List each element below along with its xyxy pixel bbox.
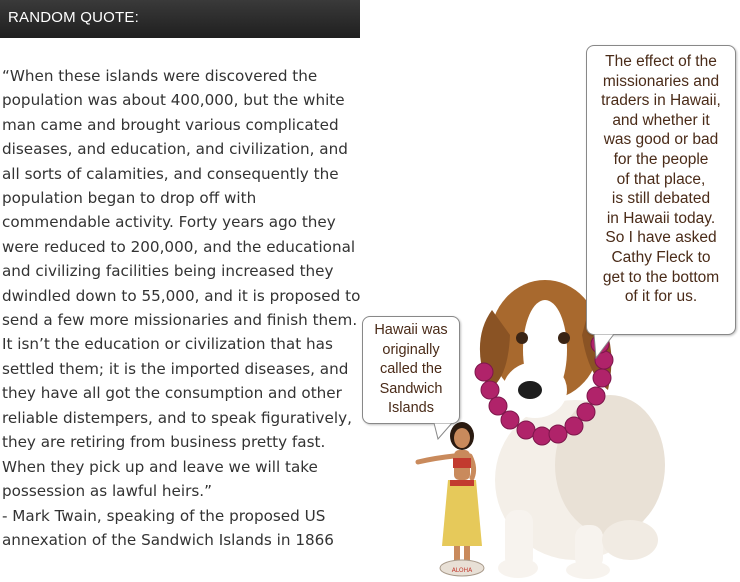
bubble-line: traders in Hawaii, bbox=[601, 92, 721, 110]
bubble-line: Hawaii was bbox=[374, 322, 448, 338]
base-label: ALOHA bbox=[451, 567, 473, 574]
bubble-line: was good or bad bbox=[603, 131, 719, 149]
bubble-line: get to the bottom bbox=[602, 268, 720, 286]
hula-figurine-image bbox=[410, 418, 500, 582]
bubble-line: missionaries and bbox=[602, 72, 720, 90]
bubble-line: and whether it bbox=[612, 111, 710, 129]
hula-bubble-tail bbox=[432, 422, 456, 440]
header-title: RANDOM QUOTE: bbox=[8, 9, 139, 26]
quote-attribution: - Mark Twain, speaking of the proposed US annexation of the Sandwich Islands in 1866 bbox=[2, 507, 334, 550]
dog-speech-bubble bbox=[586, 45, 736, 335]
bubble-line: for the people bbox=[613, 150, 709, 168]
bubble-line: of it for us. bbox=[624, 288, 698, 306]
dog-bubble-tail bbox=[590, 333, 618, 359]
header-bar bbox=[0, 0, 360, 38]
bubble-line: Cathy Fleck to bbox=[611, 248, 711, 266]
bubble-line: Sandwich bbox=[379, 380, 443, 397]
bubble-line: called the bbox=[379, 361, 443, 377]
hula-speech-bubble bbox=[362, 316, 460, 424]
bubble-line: So I have asked bbox=[605, 229, 717, 247]
bubble-line: of that place, bbox=[616, 170, 706, 188]
quote-text: “When these islands were discovered the population was about 400,000, but the white man came and brought various complicated diseases, and education, and civilization, and all sorts of calamities, and consequently the population began to drop off with commendable activity. Forty years ago they were reduced to 200,000, and the educational and civilizing facilities being increased they dwindled down to 55,000, and it is proposed to send a few more missionaries and finish them. It isn’t the education or civilization that has settled them; it is the imported diseases, and they have all got the consumption and other reliable distempers, and to speak figuratively, they are retiring from business pretty fast. When they pick up and leave we will take possession as lawful heirs.” bbox=[2, 67, 361, 500]
bubble-line: Islands bbox=[388, 400, 434, 416]
bubble-line: originally bbox=[382, 341, 440, 358]
bubble-line: in Hawaii today. bbox=[606, 209, 716, 227]
bubble-line: is still debated bbox=[611, 190, 711, 208]
bubble-line: The effect of the bbox=[605, 53, 717, 70]
